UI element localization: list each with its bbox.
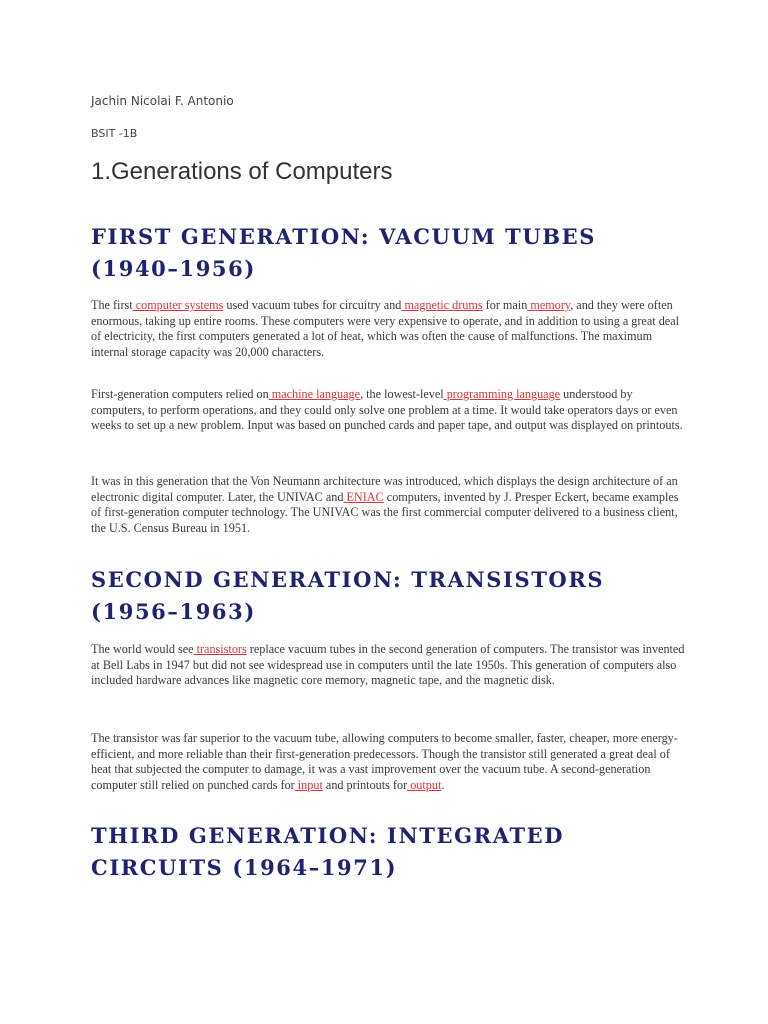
class-code: BSIT -1B	[91, 127, 138, 140]
link-magnetic-drums[interactable]: magnetic drums	[401, 298, 483, 312]
link-eniac[interactable]: ENIAC	[343, 489, 384, 504]
link-machine-language[interactable]: machine language	[268, 387, 361, 401]
paragraph: It was in this generation that the Von Neumann architecture was introduced, which displays the design architecture of an electronic digital computer. Later, the UNIVAC and ENIAC computers, invented by J. Presper Eckert, became examples of first-generation computer technology. The UNIVAC was the first commercial computer delivered to a business client, the U.S. Census Bureau in 1951.	[91, 474, 679, 535]
section-heading-first-generation: FIRST GENERATION: VACUUM TUBES (1940–1956)	[91, 224, 596, 281]
author-name: Jachin Nicolai F. Antonio	[91, 94, 234, 108]
paragraph: The first computer systems used vacuum tubes for circuitry and magnetic drums for main memory, and they were often enormous, taking up entire rooms. These computers were very expensive to operate, and in addition to using a great deal of electricity, the first computers generated a lot of heat, which was often the cause of malfunctions. The maximum internal storage capacity was 20,000 characters.	[91, 298, 679, 359]
section-heading-second-generation: SECOND GENERATION: TRANSISTORS (1956–1963)	[91, 567, 605, 624]
link-memory[interactable]: memory	[527, 298, 571, 312]
link-computer-systems[interactable]: computer systems	[132, 298, 224, 312]
link-transistors[interactable]: transistors	[193, 642, 247, 656]
section-heading-third-generation: THIRD GENERATION: INTEGRATED CIRCUITS (1964–1971)	[91, 823, 565, 880]
link-programming-language[interactable]: programming language	[443, 387, 561, 401]
link-output[interactable]: output	[407, 777, 442, 792]
paragraph: The world would see transistors replace vacuum tubes in the second generation of computers. The transistor was invented at Bell Labs in 1947 but did not see widespread use in computers until the late 1950s. This generation of computers also included hardware advances like magnetic core memory, magnetic tape, and the magnetic disk.	[91, 642, 685, 687]
document-title: 1.Generations of Computers	[91, 158, 393, 185]
paragraph: First-generation computers relied on machine language, the lowest-level programming language understood by computers, to perform operations, and they could only solve one problem at a time. It would take operators days or even weeks to set up a new problem. Input was based on punched cards and paper tape, and output was displayed on printouts.	[91, 387, 683, 432]
link-input[interactable]: input	[294, 777, 323, 792]
paragraph: The transistor was far superior to the vacuum tube, allowing computers to become smaller, faster, cheaper, more energy-efficient, and more reliable than their first-generation predecessors. Though the transistor still generated a great deal of heat that subjected the computer to damage, it was a vast improvement over the vacuum tube. A second-generation computer still relied on punched cards for input and printouts for output.	[91, 731, 678, 792]
